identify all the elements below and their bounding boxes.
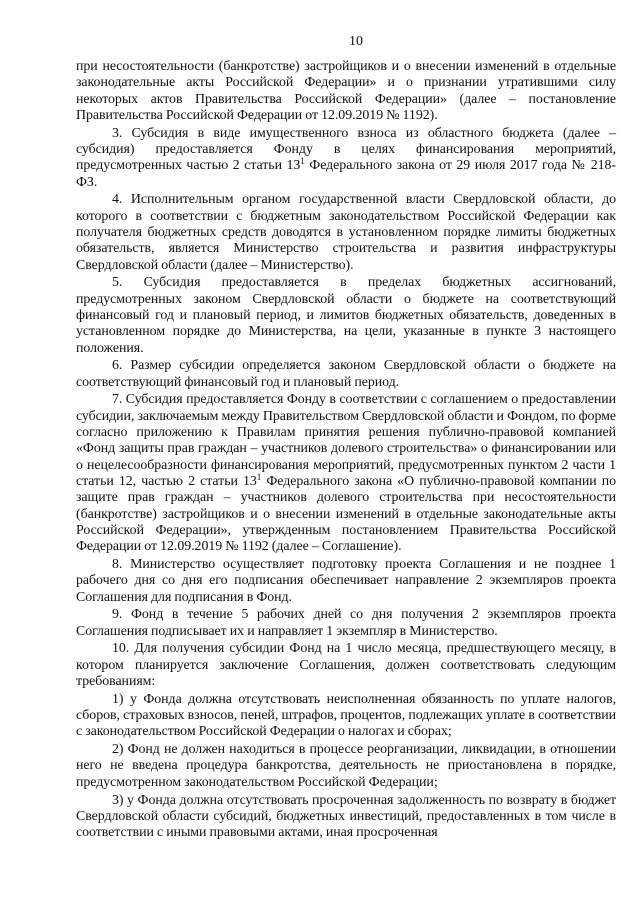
paragraph-5: 5. Субсидия предоставляется в пределах бюджетных ассигнований, предусмотренных законом Свердловской области о бюджете на соответствующий финансовый год и плановый период, и лимитов бюджетных обязательств, доведенных в установленном порядке до Министерства, на цели, указанные в пункте 3 настоящего положения. [76,275,616,356]
list-item-2: 2) Фонд не должен находиться в процессе реорганизации, ликвидации, в отношении него не введена процедура банкротства, деятельность не приостановлена в порядке, предусмотренном законодательством Российской Федерации; [76,742,616,790]
paragraph-7-text: 7. Субсидия предоставляется Фонду в соответствии с соглашением о предоставлении субсидии, заключаемым между Правительством Свердловской области и Фондом, по форме согласно приложению к Правилам принятия решения публично-правовой компанией «Фонд защиты прав граждан – участников долевого строительства» о финансировании или о нецелесообразности финансирования мероприятий, предусмотренных пунктом 2 части 1 статьи 12, частью 2 статьи 13 [76,392,616,489]
paragraph-7 [76,392,616,555]
superscript: 1 [256,471,262,482]
paragraph-6: 6. Размер субсидии определяется законом Свердловской области о бюджете на соответствующий финансовый год и плановый период. [76,358,616,390]
paragraph-7-text-end: Федерального закона «О публично-правовой компании по защите прав граждан – участников долевого строительства при несостоятельности (банкротстве) застройщиков и о внесении изменений в отдельные законодательные акты Российской Федерации», утвержденным постановлением Правительства Российской Федерации от 12.09.2019 № 1192 (далее – Соглашение). [76,473,617,555]
paragraph-9: 9. Фонд в течение 5 рабочих дней со дня получения 2 экземпляров проекта Соглашения подписывает их и направляет 1 экземпляр в Министерство. [76,607,616,639]
paragraph-3-text-end: Федерального закона от 29 июля 2017 года № 218-ФЗ. [76,158,616,190]
page-number: 10 [349,34,363,49]
list-item-1: 1) у Фонда должна отсутствовать неисполненная обязанность по уплате налогов, сборов, страховых взносов, пеней, штрафов, процентов, подлежащих уплате в соответствии с законодательством Российской Федерации о налогах и сборах; [76,691,616,740]
list-item-3: 3) у Фонда должна отсутствовать просроченная задолженность по возврату в бюджет Свердловской области субсидий, бюджетных инвестиций, предоставленных в том числе в соответствии с иными правовыми актами, иная просроченная [76,792,616,841]
superscript: 1 [300,156,305,167]
paragraph-8: 8. Министерство осуществляет подготовку проекта Соглашения и не позднее 1 рабочего дня со дня его подписания обеспечивает направление 2 экземпляров проекта Соглашения для подписания в Фонд. [76,556,616,605]
paragraph-continuation: при несостоятельности (банкротстве) застройщиков и о внесении изменений в отдельные законодательные акты Российской Федерации» и о признании утратившими силу некоторых актов Правительства Российской Федерации» (далее – постановление Правительства Российской Федерации от 12.09.2019 № 1192). [76,59,616,123]
paragraph-3 [76,126,616,191]
paragraph-4: 4. Исполнительным органом государственной власти Свердловской области, до которого в соответствии с бюджетным законодательством Российской Федерации как получателя бюджетных средств доводятся в установленном порядке лимиты бюджетных обязательств, является Министерство строительства и развития инфраструктуры Свердловской области (далее – Министерство). [76,192,616,273]
paragraph-10: 10. Для получения субсидии Фонд на 1 число месяца, предшествующего месяцу, в котором планируется заключение Соглашения, должен соответствовать следующим требованиям: [76,641,616,689]
paragraph-3-text: 3. Субсидия в виде имущественного взноса из областного бюджета (далее – субсидия) предоставляется Фонду в целях финансирования мероприятий, предусмотренных частью 2 статьи 13 [76,125,616,174]
